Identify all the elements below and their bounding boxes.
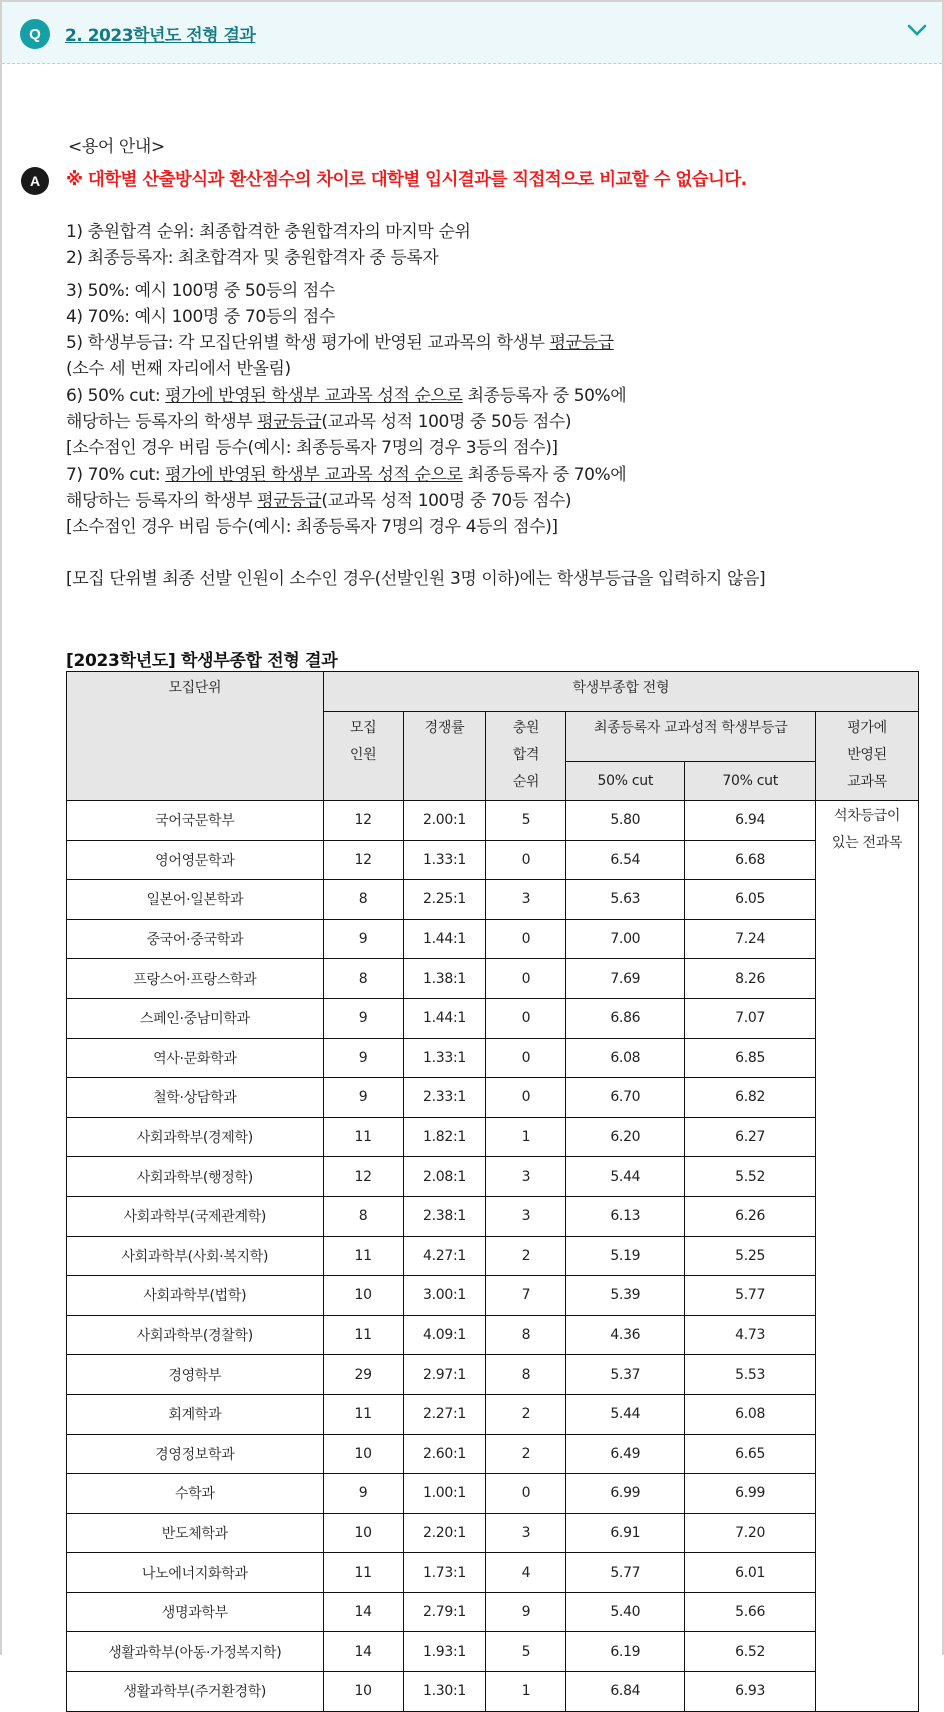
cell-quota: 12 — [323, 840, 403, 880]
cell-rank: 7 — [486, 1276, 566, 1316]
header-quota-line1: 모집 — [349, 720, 377, 736]
table-row — [67, 998, 919, 1038]
cell-unit: 수학과 — [67, 1474, 324, 1514]
cell-rank: 0 — [486, 840, 566, 880]
cell-cut50: 6.13 — [566, 1196, 685, 1236]
header-waitlist-line2: 합격 — [512, 747, 540, 763]
cell-rank: 0 — [486, 1078, 566, 1118]
cell-unit: 스페인·중남미학과 — [67, 998, 324, 1038]
cell-unit: 사회과학부(법학) — [67, 1276, 324, 1316]
cell-quota: 10 — [323, 1276, 403, 1316]
cell-ratio: 4.27:1 — [403, 1236, 486, 1276]
cell-cut70: 4.73 — [685, 1315, 816, 1355]
cell-unit: 프랑스어·프랑스학과 — [67, 959, 324, 999]
cell-cut50: 6.49 — [566, 1434, 685, 1474]
cell-cut70: 6.68 — [685, 840, 816, 880]
cell-quota: 8 — [323, 880, 403, 920]
cell-rank: 0 — [486, 1038, 566, 1078]
cell-cut70: 6.01 — [685, 1553, 816, 1593]
definition-7-text: 최종등록자 중 70%에 — [462, 465, 627, 485]
table-row — [67, 1672, 919, 1712]
definition-7-underlined: 평가에 반영된 학생부 교과목 성적 순으로 — [165, 465, 463, 485]
cell-quota: 14 — [323, 1632, 403, 1672]
header-waitlist-line3: 순위 — [512, 774, 540, 790]
cell-unit: 국어국문학부 — [67, 801, 324, 841]
cell-quota: 9 — [323, 1038, 403, 1078]
cell-ratio: 2.00:1 — [403, 801, 486, 841]
cell-cut50: 5.44 — [566, 1394, 685, 1434]
subjects-note-line2: 있는 전과목 — [831, 835, 903, 851]
definition-6-note: [소수점인 경우 버림 등수(예시: 최종등록자 7명의 경우 3등의 점수)] — [66, 438, 558, 458]
table-row — [67, 1236, 919, 1276]
cell-unit: 나노에너지화학과 — [67, 1553, 324, 1593]
definition-7-note: [소수점인 경우 버림 등수(예시: 최종등록자 7명의 경우 4등의 점수)] — [66, 517, 558, 537]
table-row — [67, 1434, 919, 1474]
cell-cut50: 6.08 — [566, 1038, 685, 1078]
cell-cut70: 6.52 — [685, 1632, 816, 1672]
header-unit: 모집단위 — [67, 672, 324, 801]
cell-ratio: 2.25:1 — [403, 880, 486, 920]
cell-cut50: 5.39 — [566, 1276, 685, 1316]
cell-unit: 생활과학부(아동·가정복지학) — [67, 1632, 324, 1672]
cell-cut50: 6.86 — [566, 998, 685, 1038]
table-row — [67, 1474, 919, 1514]
cell-quota: 10 — [323, 1672, 403, 1712]
results-table — [66, 671, 919, 1712]
cell-rank: 0 — [486, 919, 566, 959]
cell-quota: 29 — [323, 1355, 403, 1395]
cell-cut50: 5.37 — [566, 1355, 685, 1395]
cell-quota: 10 — [323, 1434, 403, 1474]
cell-cut50: 6.99 — [566, 1474, 685, 1514]
cell-rank: 2 — [486, 1236, 566, 1276]
cell-ratio: 2.20:1 — [403, 1513, 486, 1553]
cell-ratio: 1.44:1 — [403, 998, 486, 1038]
cell-rank: 8 — [486, 1315, 566, 1355]
definition-4: 4) 70%: 예시 100명 중 70등의 점수 — [66, 307, 335, 327]
cell-cut50: 7.00 — [566, 919, 685, 959]
cell-unit: 회계학과 — [67, 1394, 324, 1434]
table-row — [67, 1553, 919, 1593]
cell-quota: 12 — [323, 1157, 403, 1197]
table-row — [67, 1513, 919, 1553]
table-row — [67, 1196, 919, 1236]
cell-ratio: 1.30:1 — [403, 1672, 486, 1712]
answer-badge: A — [21, 167, 49, 195]
cell-cut70: 7.24 — [685, 919, 816, 959]
definition-6-text3: (교과목 성적 100명 중 50등 점수) — [321, 412, 572, 432]
cell-cut70: 5.25 — [685, 1236, 816, 1276]
cell-ratio: 1.33:1 — [403, 840, 486, 880]
cell-cut70: 7.20 — [685, 1513, 816, 1553]
cell-cut50: 4.36 — [566, 1315, 685, 1355]
warning-notice: ※ 대학별 산출방식과 환산점수의 차이로 대학별 입시결과를 직접적으로 비교할 수 없습니다. — [66, 170, 747, 190]
cell-rank: 5 — [486, 801, 566, 841]
header-subjects-line1: 평가에 — [847, 720, 887, 736]
table-row — [67, 1276, 919, 1316]
table-body — [67, 801, 919, 1712]
table-row — [67, 1078, 919, 1118]
cell-unit: 사회과학부(국제관계학) — [67, 1196, 324, 1236]
header-quota — [323, 712, 403, 801]
header-waitlist — [486, 712, 566, 801]
definition-5 — [66, 328, 614, 353]
cell-quota: 8 — [323, 959, 403, 999]
table-row — [67, 880, 919, 920]
definition-7-label: 7) 70% cut: — [66, 465, 166, 485]
cell-rank: 0 — [486, 998, 566, 1038]
cell-cut70: 5.66 — [685, 1592, 816, 1632]
cell-quota: 9 — [323, 998, 403, 1038]
table-row — [67, 1157, 919, 1197]
cell-unit: 생명과학부 — [67, 1592, 324, 1632]
question-header[interactable] — [2, 2, 942, 64]
cell-cut70: 5.53 — [685, 1355, 816, 1395]
definition-3: 3) 50%: 예시 100명 중 50등의 점수 — [66, 281, 335, 301]
table-title: [2023학년도] 학생부종합 전형 결과 — [66, 651, 338, 671]
cell-unit: 반도체학과 — [67, 1513, 324, 1553]
cell-quota: 11 — [323, 1315, 403, 1355]
definition-7-underlined2: 평균등급 — [257, 491, 322, 511]
cell-cut50: 6.70 — [566, 1078, 685, 1118]
cell-rank: 8 — [486, 1355, 566, 1395]
cell-ratio: 2.79:1 — [403, 1592, 486, 1632]
definition-5-note: (소수 세 번째 자리에서 반올림) — [66, 359, 291, 379]
definition-6-line2 — [66, 407, 571, 432]
cell-quota: 8 — [323, 1196, 403, 1236]
cell-cut70: 6.82 — [685, 1078, 816, 1118]
cell-quota: 10 — [323, 1513, 403, 1553]
cell-unit: 경영학부 — [67, 1355, 324, 1395]
cell-cut50: 5.40 — [566, 1592, 685, 1632]
cell-cut70: 5.77 — [685, 1276, 816, 1316]
cell-rank: 1 — [486, 1117, 566, 1157]
cell-unit: 철학·상담학과 — [67, 1078, 324, 1118]
header-cut50: 50% cut — [566, 762, 685, 801]
table-row — [67, 1394, 919, 1434]
cell-quota: 9 — [323, 1474, 403, 1514]
table-row — [67, 840, 919, 880]
cell-rank: 3 — [486, 1196, 566, 1236]
definition-7 — [66, 460, 626, 485]
cell-cut70: 6.65 — [685, 1434, 816, 1474]
cell-cut70: 6.99 — [685, 1474, 816, 1514]
cell-unit: 사회과학부(경찰학) — [67, 1315, 324, 1355]
header-waitlist-line1: 충원 — [512, 720, 540, 736]
table-row — [67, 801, 919, 841]
header-subjects-line2: 반영된 — [847, 747, 887, 763]
table-row — [67, 959, 919, 999]
header-quota-line2: 인원 — [349, 747, 377, 763]
cell-unit: 생활과학부(주거환경학) — [67, 1672, 324, 1712]
cell-cut70: 6.08 — [685, 1394, 816, 1434]
cell-cut70: 6.05 — [685, 880, 816, 920]
definition-7-line2 — [66, 486, 571, 511]
definition-6-text: 최종등록자 중 50%에 — [462, 386, 627, 406]
cell-cut70: 7.07 — [685, 998, 816, 1038]
table-row — [67, 919, 919, 959]
question-badge: Q — [20, 19, 50, 49]
cell-unit: 사회과학부(행정학) — [67, 1157, 324, 1197]
header-subjects-line3: 교과목 — [847, 774, 887, 790]
cell-rank: 0 — [486, 1474, 566, 1514]
cell-cut70: 6.26 — [685, 1196, 816, 1236]
table-row — [67, 1038, 919, 1078]
header-subjects — [816, 712, 919, 801]
cell-rank: 4 — [486, 1553, 566, 1593]
cell-ratio: 2.97:1 — [403, 1355, 486, 1395]
cell-ratio: 1.73:1 — [403, 1553, 486, 1593]
definition-6-label: 6) 50% cut: — [66, 386, 166, 406]
definition-7-text3: (교과목 성적 100명 중 70등 점수) — [321, 491, 572, 511]
cell-cut70: 6.27 — [685, 1117, 816, 1157]
header-ratio: 경쟁률 — [403, 712, 486, 801]
cell-ratio: 3.00:1 — [403, 1276, 486, 1316]
table-row — [67, 1632, 919, 1672]
cell-quota: 11 — [323, 1117, 403, 1157]
cell-ratio: 1.33:1 — [403, 1038, 486, 1078]
cell-rank: 5 — [486, 1632, 566, 1672]
cell-unit: 사회과학부(사회·복지학) — [67, 1236, 324, 1276]
cell-cut50: 6.19 — [566, 1632, 685, 1672]
cell-cut50: 6.91 — [566, 1513, 685, 1553]
cell-cut50: 6.84 — [566, 1672, 685, 1712]
table-row — [67, 1355, 919, 1395]
cell-cut50: 5.63 — [566, 880, 685, 920]
cell-cut50: 7.69 — [566, 959, 685, 999]
glossary-heading: <용어 안내> — [68, 137, 165, 157]
cell-cut70: 6.85 — [685, 1038, 816, 1078]
definition-6-text2: 해당하는 등록자의 학생부 — [66, 412, 258, 432]
definition-1: 1) 충원합격 순위: 최종합격한 충원합격자의 마지막 순위 — [66, 222, 471, 242]
definition-2: 2) 최종등록자: 최초합격자 및 충원합격자 중 등록자 — [66, 248, 439, 268]
cell-cut70: 5.52 — [685, 1157, 816, 1197]
cell-quota: 9 — [323, 1078, 403, 1118]
cell-ratio: 2.27:1 — [403, 1394, 486, 1434]
cell-ratio: 2.60:1 — [403, 1434, 486, 1474]
cell-quota: 12 — [323, 801, 403, 841]
cell-ratio: 2.38:1 — [403, 1196, 486, 1236]
cell-ratio: 4.09:1 — [403, 1315, 486, 1355]
cell-ratio: 1.38:1 — [403, 959, 486, 999]
definition-7-text2: 해당하는 등록자의 학생부 — [66, 491, 258, 511]
cell-subjects-note — [816, 801, 919, 1712]
cell-quota: 11 — [323, 1553, 403, 1593]
table-row — [67, 1117, 919, 1157]
definition-5-underlined: 평균등급 — [549, 333, 614, 353]
chevron-down-icon[interactable] — [906, 22, 928, 38]
question-title-link[interactable]: 2. 2023학년도 전형 결과 — [65, 26, 256, 46]
cell-rank: 3 — [486, 1157, 566, 1197]
table-row — [67, 1592, 919, 1632]
cell-unit: 역사·문화학과 — [67, 1038, 324, 1078]
cell-rank: 3 — [486, 880, 566, 920]
cell-cut70: 8.26 — [685, 959, 816, 999]
header-group: 학생부종합 전형 — [323, 672, 918, 712]
cell-unit: 일본어·일본학과 — [67, 880, 324, 920]
cell-rank: 9 — [486, 1592, 566, 1632]
cell-rank: 3 — [486, 1513, 566, 1553]
cell-ratio: 1.93:1 — [403, 1632, 486, 1672]
cell-rank: 2 — [486, 1434, 566, 1474]
cell-ratio: 2.33:1 — [403, 1078, 486, 1118]
cell-cut70: 6.93 — [685, 1672, 816, 1712]
footnote: [모집 단위별 최종 선발 인원이 소수인 경우(선발인원 3명 이하)에는 학생부등급을 입력하지 않음] — [66, 569, 766, 589]
subjects-note-line1: 석차등급이 — [833, 808, 901, 824]
cell-cut50: 5.77 — [566, 1553, 685, 1593]
header-cut70: 70% cut — [685, 762, 816, 801]
cell-cut50: 6.54 — [566, 840, 685, 880]
definition-6-underlined2: 평균등급 — [257, 412, 322, 432]
cell-ratio: 2.08:1 — [403, 1157, 486, 1197]
cell-rank: 1 — [486, 1672, 566, 1712]
cell-unit: 경영정보학과 — [67, 1434, 324, 1474]
cell-unit: 중국어·중국학과 — [67, 919, 324, 959]
cell-quota: 14 — [323, 1592, 403, 1632]
cell-cut50: 5.44 — [566, 1157, 685, 1197]
cell-cut50: 6.20 — [566, 1117, 685, 1157]
cell-cut70: 6.94 — [685, 801, 816, 841]
cell-cut50: 5.80 — [566, 801, 685, 841]
definition-6 — [66, 381, 626, 406]
cell-quota: 9 — [323, 919, 403, 959]
cell-rank: 2 — [486, 1394, 566, 1434]
cell-quota: 11 — [323, 1236, 403, 1276]
table-row — [67, 1315, 919, 1355]
header-grade-group: 최종등록자 교과성적 학생부등급 — [566, 712, 816, 762]
cell-rank: 0 — [486, 959, 566, 999]
cell-cut50: 5.19 — [566, 1236, 685, 1276]
cell-ratio: 1.82:1 — [403, 1117, 486, 1157]
cell-quota: 11 — [323, 1394, 403, 1434]
cell-ratio: 1.00:1 — [403, 1474, 486, 1514]
cell-ratio: 1.44:1 — [403, 919, 486, 959]
cell-unit: 사회과학부(경제학) — [67, 1117, 324, 1157]
cell-unit: 영어영문학과 — [67, 840, 324, 880]
definition-5-text: 5) 학생부등급: 각 모집단위별 학생 평가에 반영된 교과목의 학생부 — [66, 333, 550, 353]
definition-6-underlined: 평가에 반영된 학생부 교과목 성적 순으로 — [165, 386, 463, 406]
